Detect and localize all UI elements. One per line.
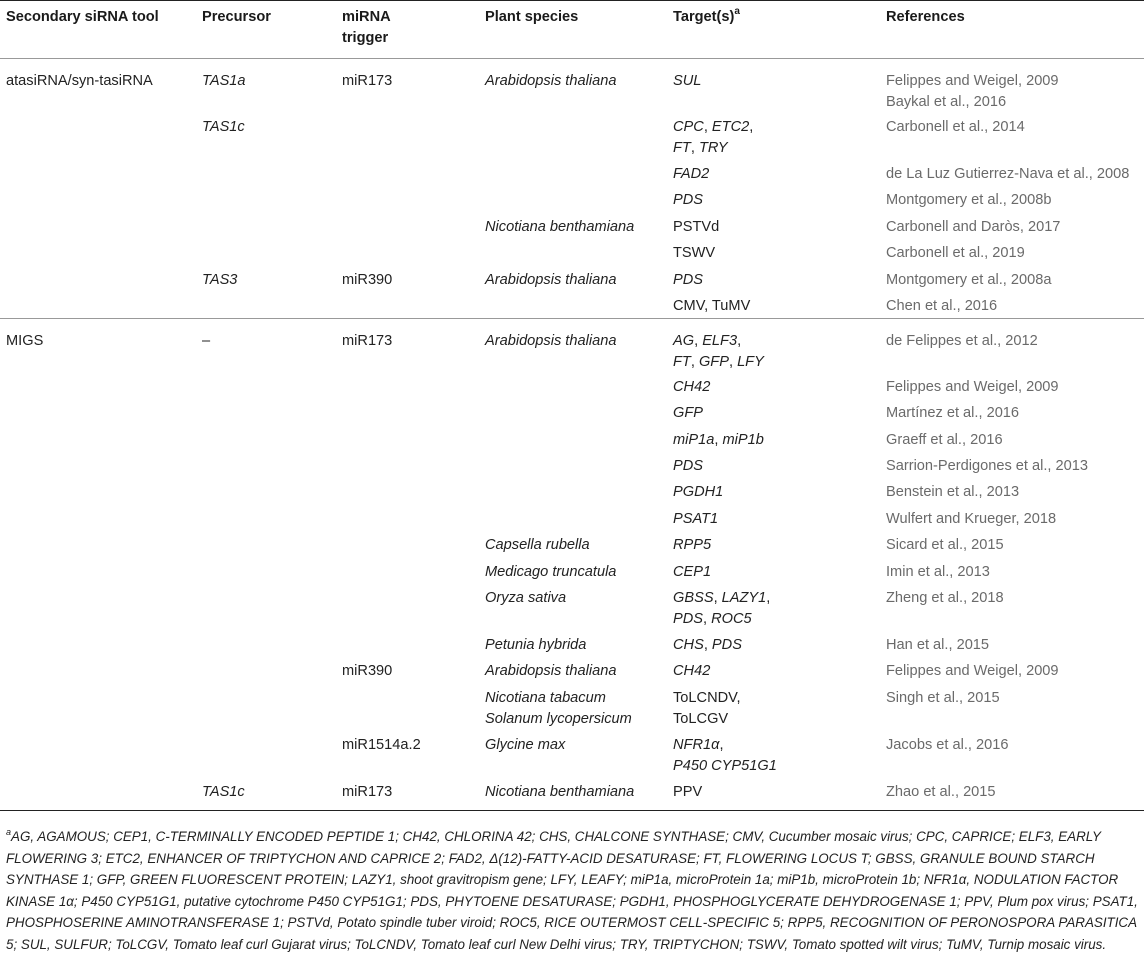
cell-tool [0, 399, 202, 425]
header-row [0, 0, 1144, 59]
target-text: , [694, 332, 703, 349]
table-row [0, 778, 1144, 804]
target-text: ETC2 [711, 119, 750, 135]
reference-text: de Felippes et al., 2012 [886, 332, 1038, 349]
cell-tool [0, 160, 202, 186]
cell-targets [673, 59, 886, 113]
target-text: , [690, 353, 699, 370]
target-text: , [719, 736, 724, 753]
cell-tool [0, 584, 202, 631]
cell-species [485, 160, 673, 186]
target-text: , [728, 353, 738, 370]
target-text: , [714, 431, 723, 448]
cell-precursor [202, 213, 342, 239]
cell-references [886, 505, 1144, 531]
table-row [0, 731, 1144, 778]
reference-text: Carbonell et al., 2014 [886, 119, 1025, 135]
cell-tool [0, 452, 202, 478]
table-row [0, 531, 1144, 557]
header-species: Plant species [485, 9, 579, 25]
cell-targets [673, 113, 886, 160]
cell-tool [0, 373, 202, 399]
cell-tool: MIGS [0, 318, 202, 373]
target-text: ROC5 [711, 610, 752, 627]
reference-text: de La Luz Gutierrez-Nava et al., 2008 [886, 166, 1130, 182]
cell-references [886, 731, 1144, 778]
cell-precursor: – [202, 318, 342, 373]
reference-text: Carbonell and Daròs, 2017 [886, 218, 1061, 235]
cell-tool [0, 292, 202, 318]
target-text: PSTVd [673, 218, 720, 235]
cell-species: Glycine max [485, 736, 566, 753]
cell-references [886, 657, 1144, 683]
reference-text: Benstein et al., 2013 [886, 484, 1020, 501]
target-text: GFP [698, 353, 729, 370]
cell-targets [673, 399, 886, 425]
target-text: CHS [673, 636, 704, 653]
reference-text: Sarrion-Perdigones et al., 2013 [886, 458, 1089, 475]
reference-text: Zheng et al., 2018 [886, 589, 1004, 606]
cell-references [886, 399, 1144, 425]
cell-trigger: miR173 [342, 73, 393, 89]
cell-trigger [342, 684, 485, 731]
cell-trigger [342, 426, 485, 452]
table-row [0, 478, 1144, 504]
reference-text: Wulfert and Krueger, 2018 [886, 510, 1057, 527]
target-text: , [703, 610, 712, 627]
target-text: TRY [698, 140, 728, 156]
reference-text: Montgomery et al., 2008a [886, 271, 1052, 288]
cell-tool [0, 684, 202, 731]
target-text: , [713, 589, 722, 606]
reference-text: Chen et al., 2016 [886, 297, 998, 314]
table-row [0, 186, 1144, 212]
table-row [0, 657, 1144, 683]
cell-precursor [202, 478, 342, 504]
target-text: PSAT1 [673, 510, 719, 527]
reference-text: Montgomery et al., 2008b [886, 192, 1052, 209]
cell-precursor [202, 657, 342, 683]
cell-targets [673, 684, 886, 731]
table-row [0, 213, 1144, 239]
target-text: LAZY1 [721, 589, 767, 606]
target-text: NFR1α [673, 736, 720, 753]
table-row [0, 558, 1144, 584]
reference-text: Baykal et al., 2016 [886, 94, 1007, 110]
reference-text: Felippes and Weigel, 2009 [886, 73, 1059, 89]
cell-targets [673, 426, 886, 452]
target-text: RPP5 [673, 537, 712, 554]
table-row [0, 292, 1144, 318]
cell-trigger [342, 478, 485, 504]
target-text: TSWV [673, 245, 716, 262]
cell-targets [673, 478, 886, 504]
cell-references [886, 584, 1144, 631]
cell-trigger: miR390 [342, 271, 393, 288]
target-text: SUL [673, 73, 702, 89]
cell-tool [0, 731, 202, 778]
cell-references [886, 631, 1144, 657]
reference-text: Han et al., 2015 [886, 636, 990, 653]
cell-trigger: miR173 [342, 318, 485, 373]
cell-targets [673, 731, 886, 778]
cell-trigger [342, 505, 485, 531]
header-trigger: miRNA trigger [342, 9, 391, 46]
cell-targets [673, 558, 886, 584]
cell-precursor [202, 531, 342, 557]
header-precursor: Precursor [202, 9, 271, 25]
table-row [0, 239, 1144, 265]
table-row [0, 160, 1144, 186]
target-text: , [737, 332, 742, 349]
cell-precursor [202, 584, 342, 631]
cell-tool [0, 778, 202, 804]
reference-text: Singh et al., 2015 [886, 689, 1000, 706]
reference-text: Carbonell et al., 2019 [886, 245, 1025, 262]
cell-targets [673, 292, 886, 318]
table-body [0, 59, 1144, 804]
target-text: ToLCNDV, ToLCGV [673, 689, 741, 727]
cell-references [886, 531, 1144, 557]
target-text: LFY [737, 353, 764, 370]
cell-references [886, 239, 1144, 265]
cell-trigger [342, 584, 485, 631]
cell-species: Arabidopsis thaliana [485, 318, 673, 373]
table-row [0, 452, 1144, 478]
table-row [0, 684, 1144, 731]
cell-targets [673, 373, 886, 399]
cell-precursor [202, 505, 342, 531]
cell-references [886, 778, 1144, 804]
reference-text: Imin et al., 2013 [886, 563, 990, 580]
cell-targets [673, 318, 886, 373]
cell-tool [0, 213, 202, 239]
table-row [0, 266, 1144, 292]
cell-targets [673, 505, 886, 531]
cell-targets [673, 584, 886, 631]
target-text: , [766, 589, 771, 606]
cell-precursor [202, 399, 342, 425]
target-text: CH42 [673, 663, 711, 680]
target-text: PDS [673, 610, 704, 627]
cell-trigger [342, 186, 485, 212]
cell-trigger: miR173 [342, 783, 393, 800]
cell-species: Nicotiana tabacum Solanum lycopersicum [485, 689, 632, 727]
cell-trigger [342, 558, 485, 584]
table-footnote [6, 826, 1138, 956]
cell-species [485, 452, 673, 478]
cell-references [886, 113, 1144, 160]
table-row [0, 631, 1144, 657]
cell-species [485, 113, 673, 160]
reference-text: Martínez et al., 2016 [886, 405, 1020, 422]
cell-references [886, 426, 1144, 452]
target-text: ELF3 [702, 332, 738, 349]
cell-references [886, 292, 1144, 318]
cell-references [886, 478, 1144, 504]
cell-species: Petunia hybrida [485, 636, 587, 653]
cell-trigger [342, 239, 485, 265]
cell-tool [0, 558, 202, 584]
cell-precursor: TAS1c [202, 119, 245, 135]
table-row [0, 584, 1144, 631]
cell-trigger: miR390 [342, 663, 393, 680]
cell-tool [0, 657, 202, 683]
cell-trigger [342, 452, 485, 478]
cell-trigger [342, 213, 485, 239]
reference-text: Jacobs et al., 2016 [886, 736, 1009, 753]
cell-targets [673, 778, 886, 804]
reference-text: Felippes and Weigel, 2009 [886, 663, 1059, 680]
target-text: , [749, 119, 754, 135]
cell-precursor [202, 292, 342, 318]
cell-tool [0, 186, 202, 212]
cell-references [886, 318, 1144, 373]
target-text: PGDH1 [673, 484, 724, 501]
target-text: FT [673, 353, 691, 370]
cell-references [886, 266, 1144, 292]
cell-references [886, 373, 1144, 399]
cell-tool [0, 478, 202, 504]
footnote-text: AG, AGAMOUS; CEP1, C-TERMINALLY ENCODED PEPTIDE 1; CH42, CHLORINA 42; CHS, CHALCONE SYNTHASE; CMV, Cucumber mosaic virus; CPC, CAPRICE; ELF3, EARLY FLOWERING 3; ETC2, ENHANCER OF TRIPTYCHON AND CAPRICE 2; FAD2, Δ(12)-FATTY-ACID DESATURASE; FT, FLOWERING LOCUS T; GBSS, GRANULE BOUND STARCH SYNTHASE 1; GFP, GREEN FLUORESCENT PROTEIN; LAZY1, shoot gravitropism gene; LFY, LEAFY; miP1a, microProtein 1a; miP1b, microProtein 1b; NFR1α, NODULATION FACTOR KINASE 1α; P450 CYP51G1, putative cytochrome P450 CYP51G1; PDS, PHYTOENE DESATURASE; PGDH1, PHOSPHOGLYCERATE DEHYDROGENASE 1; PPV, Plum pox virus; PSAT1, PHOSPHOSERINE AMINOTRANSFERASE 1; PSTVd, Potato spindle tuber viroid; ROC5, RICE OUTERMOST CELL-SPECIFIC 5; RPP5, RECOGNITION OF PERONOSPORA PARASITICA 5; SUL, SULFUR; ToLCGV, Tomato leaf curl Gujarat virus; ToLCNDV, Tomato leaf curl New Delhi virus; TRY, TRIPTYCHON; TSWV, Tomato spotted wilt virus; TuMV, Turnip mosaic virus. [6, 829, 1138, 952]
target-text: PPV [673, 783, 703, 800]
target-text: CEP1 [673, 563, 712, 580]
target-text: CH42 [673, 378, 711, 395]
cell-trigger [342, 113, 485, 160]
cell-species [485, 399, 673, 425]
cell-trigger [342, 292, 485, 318]
cell-references [886, 684, 1144, 731]
cell-targets [673, 160, 886, 186]
cell-precursor [202, 731, 342, 778]
cell-species [485, 505, 673, 531]
cell-species: Oryza sativa [485, 589, 567, 606]
cell-trigger [342, 373, 485, 399]
target-text: , [690, 140, 699, 156]
cell-references [886, 558, 1144, 584]
cell-precursor [202, 186, 342, 212]
reference-text: Graeff et al., 2016 [886, 431, 1003, 448]
cell-tool [0, 531, 202, 557]
cell-trigger [342, 631, 485, 657]
cell-species [485, 426, 673, 452]
target-text: CPC [673, 119, 704, 135]
cell-precursor [202, 631, 342, 657]
cell-precursor [202, 160, 342, 186]
table-row [0, 399, 1144, 425]
table-row [0, 113, 1144, 160]
cell-targets [673, 452, 886, 478]
cell-species [485, 478, 673, 504]
target-text: , [703, 119, 712, 135]
header-targets [673, 0, 886, 59]
table-bottom-rule [0, 810, 1144, 811]
cell-targets [673, 531, 886, 557]
target-text: PDS [711, 636, 742, 653]
cell-species: Nicotiana benthamiana [485, 218, 635, 235]
target-text: PDS [673, 271, 704, 288]
cell-precursor [202, 426, 342, 452]
reference-text: Zhao et al., 2015 [886, 783, 996, 800]
table-row [0, 373, 1144, 399]
cell-species: Arabidopsis thaliana [485, 271, 617, 288]
target-text: PDS [673, 458, 704, 475]
header-targets-footnote-mark: a [734, 6, 740, 18]
cell-trigger [342, 160, 485, 186]
target-text: PDS [673, 192, 704, 209]
cell-precursor [202, 558, 342, 584]
cell-targets [673, 213, 886, 239]
cell-species: Capsella rubella [485, 537, 590, 554]
cell-precursor [202, 373, 342, 399]
cell-trigger: miR1514a.2 [342, 736, 421, 753]
target-text: , [703, 636, 712, 653]
table-row [0, 426, 1144, 452]
table-row [0, 318, 1144, 373]
header-bottom-rule [0, 58, 1144, 59]
cell-precursor [202, 684, 342, 731]
cell-species: Nicotiana benthamiana [485, 783, 635, 800]
cell-species [485, 292, 673, 318]
reference-text: Felippes and Weigel, 2009 [886, 378, 1059, 395]
cell-trigger [342, 399, 485, 425]
cell-references [886, 452, 1144, 478]
cell-tool: atasiRNA/syn-tasiRNA [6, 73, 153, 89]
cell-precursor: TAS1c [202, 783, 245, 800]
cell-species [485, 373, 673, 399]
target-text: AG [673, 332, 695, 349]
target-text: FT [673, 140, 691, 156]
target-text: miP1a [673, 431, 715, 448]
cell-species [485, 186, 673, 212]
cell-tool [0, 426, 202, 452]
table-row [0, 505, 1144, 531]
cell-targets [673, 239, 886, 265]
cell-trigger [342, 531, 485, 557]
reference-text: Sicard et al., 2015 [886, 537, 1004, 554]
cell-species: Arabidopsis thaliana [485, 73, 617, 89]
target-text: GFP [673, 405, 703, 422]
cell-species [485, 239, 673, 265]
cell-precursor: TAS1a [202, 73, 246, 89]
cell-targets [673, 266, 886, 292]
header-targets-label: Target(s) [673, 9, 735, 25]
cell-species: Medicago truncatula [485, 563, 617, 580]
cell-references [886, 59, 1144, 113]
target-text: CMV, TuMV [673, 297, 751, 314]
table-row [0, 59, 1144, 113]
cell-tool [0, 113, 202, 160]
cell-precursor: TAS3 [202, 271, 238, 288]
cell-references [886, 213, 1144, 239]
cell-species: Arabidopsis thaliana [485, 663, 617, 680]
target-text: miP1b [722, 431, 764, 448]
cell-targets [673, 631, 886, 657]
cell-tool [0, 505, 202, 531]
cell-references [886, 160, 1144, 186]
cell-tool [0, 266, 202, 292]
cell-targets [673, 186, 886, 212]
cell-references [886, 186, 1144, 212]
target-text: P450 CYP51G1 [673, 757, 777, 774]
cell-tool [0, 631, 202, 657]
target-text: GBSS [673, 589, 714, 606]
header-references: References [886, 9, 965, 25]
cell-precursor [202, 452, 342, 478]
cell-targets [673, 657, 886, 683]
cell-tool [0, 239, 202, 265]
footnote-mark: a [6, 826, 12, 837]
target-text: FAD2 [673, 166, 710, 182]
header-tool: Secondary siRNA tool [6, 9, 159, 25]
cell-precursor [202, 239, 342, 265]
